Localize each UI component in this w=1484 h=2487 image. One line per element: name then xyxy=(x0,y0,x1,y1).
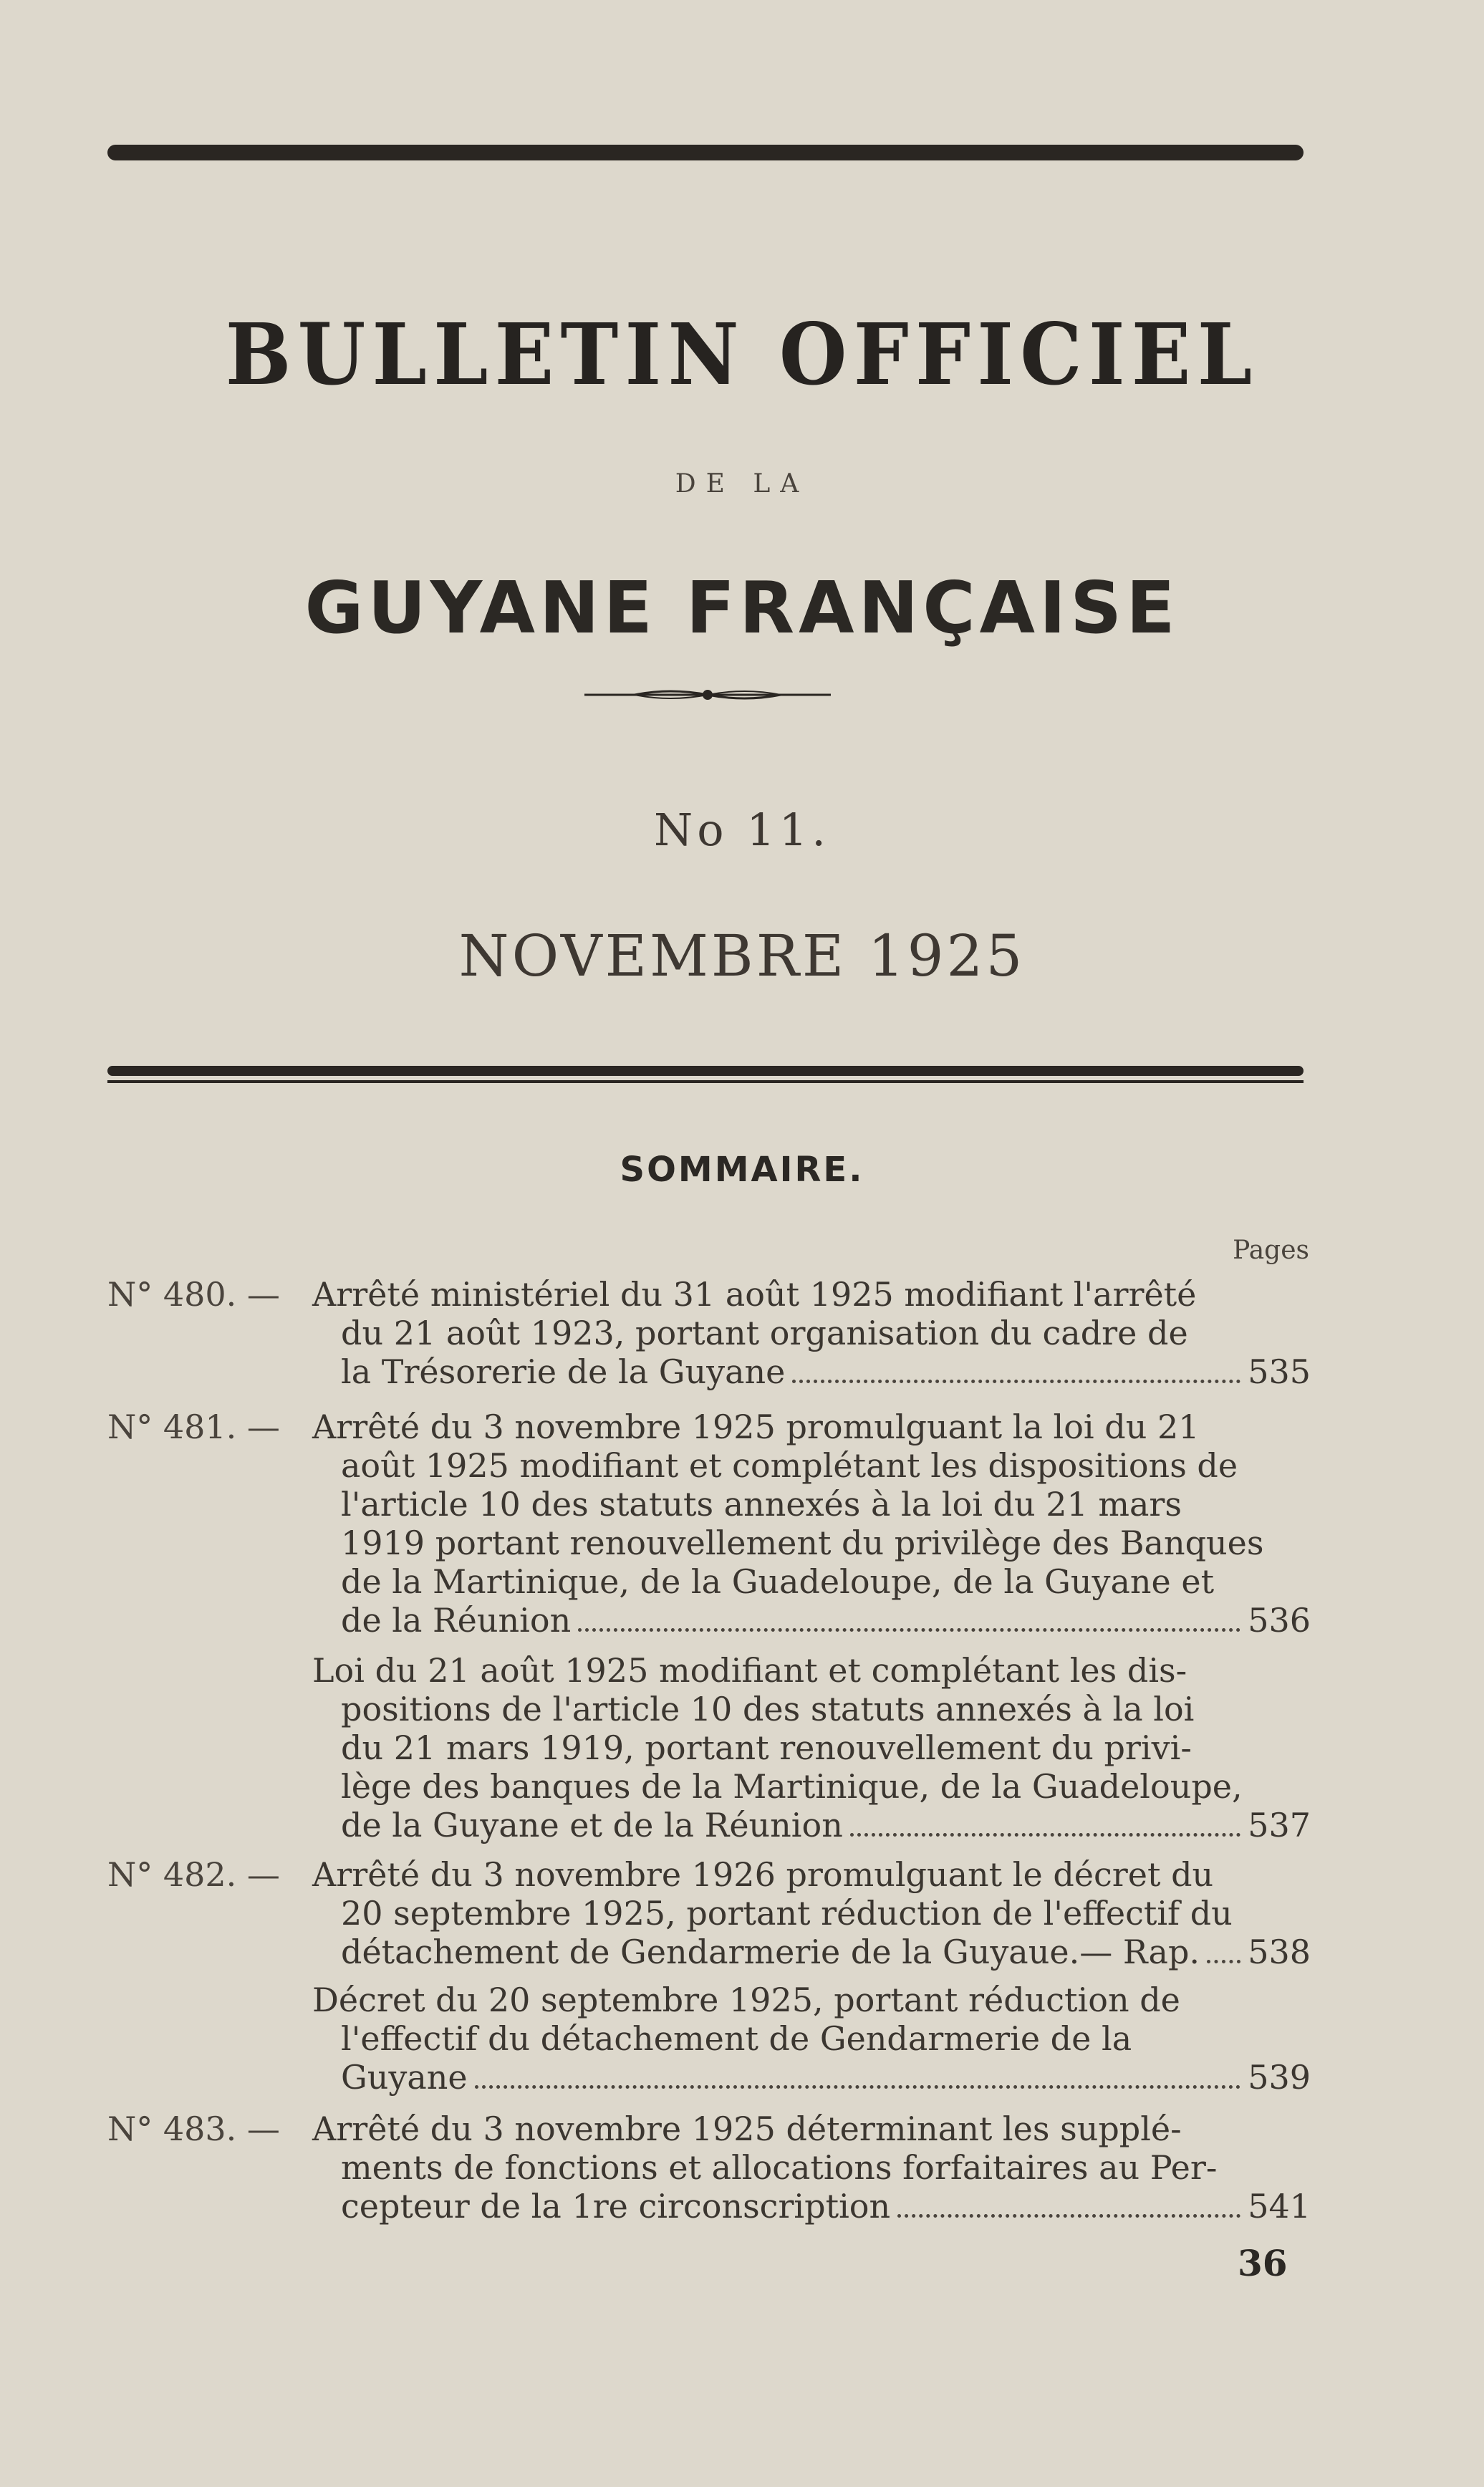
entry-line: Guyane xyxy=(341,2058,468,2097)
entry-line: Décret du 20 septembre 1925, portant réduction de xyxy=(312,1981,1180,2019)
entry-line: ments de fonctions et allocations forfaitaires au Per- xyxy=(341,2148,1218,2187)
middle-rule xyxy=(107,1066,1304,1076)
entry-number: N° 480. — xyxy=(107,1275,280,1314)
entry-number: N° 482. — xyxy=(107,1855,280,1894)
summary-heading: SOMMAIRE. xyxy=(620,1150,864,1190)
top-rule xyxy=(107,145,1304,160)
page-number: 36 xyxy=(1238,2242,1288,2284)
entry-page: 539 xyxy=(1248,2058,1311,2097)
entry-line: août 1925 modifiant et complétant les dispositions de xyxy=(341,1446,1238,1485)
leader-dots xyxy=(850,1833,1240,1837)
entry-line: cepteur de la 1re circonscription xyxy=(341,2187,891,2226)
entry-line: du 21 mars 1919, portant renouvellement du privi- xyxy=(341,1728,1192,1767)
entry-line: l'article 10 des statuts annexés à la loi du 21 mars xyxy=(341,1485,1182,1524)
entry-line: 1919 portant renouvellement du privilège des Banques xyxy=(341,1524,1264,1562)
issue-number: No 11. xyxy=(654,804,830,856)
leader-dots xyxy=(897,2214,1240,2218)
entry-page: 541 xyxy=(1248,2187,1311,2226)
pages-column-header: Pages xyxy=(1233,1236,1309,1265)
entry-line: positions de l'article 10 des statuts annexés à la loi xyxy=(341,1690,1195,1728)
entry-line: de la Martinique, de la Guadeloupe, de la Guyane et xyxy=(341,1562,1215,1601)
entry-line: de la Guyane et de la Réunion xyxy=(341,1806,843,1844)
leader-dots xyxy=(475,2085,1241,2089)
entry-line: Arrêté ministériel du 31 août 1925 modifiant l'arrêté xyxy=(312,1275,1197,1314)
entry-line: 20 septembre 1925, portant réduction de l'effectif du xyxy=(341,1894,1233,1933)
leader-dots xyxy=(1207,1960,1240,1963)
entry-line: l'effectif du détachement de Gendarmerie de la xyxy=(341,2019,1132,2058)
middle-rule-thin xyxy=(107,1080,1304,1083)
entry-line: Arrêté du 3 novembre 1925 promulguant la loi du 21 xyxy=(312,1408,1200,1446)
entry-line: de la Réunion xyxy=(341,1601,572,1640)
entry-line: du 21 août 1923, portant organisation du cadre de xyxy=(341,1314,1188,1352)
entry-line: Loi du 21 août 1925 modifiant et complétant les dis- xyxy=(312,1651,1187,1690)
bulletin-subtitle: DE LA xyxy=(675,469,809,499)
entry-page: 537 xyxy=(1248,1806,1311,1844)
leader-dots xyxy=(578,1628,1240,1632)
territory-title: GUYANE FRANÇAISE xyxy=(304,566,1180,650)
entry-page: 538 xyxy=(1248,1933,1311,1971)
entry-line: lège des banques de la Martinique, de la Guadeloupe, xyxy=(341,1767,1243,1806)
entry-number: N° 481. — xyxy=(107,1408,280,1446)
entry-page: 536 xyxy=(1248,1601,1311,1640)
entry-line: la Trésorerie de la Guyane xyxy=(341,1352,786,1391)
entry-line: Arrêté du 3 novembre 1926 promulguant le décret du xyxy=(312,1855,1214,1894)
entry-line: Arrêté du 3 novembre 1925 déterminant les supplé- xyxy=(312,2110,1182,2148)
entry-line: détachement de Gendarmerie de la Guyaue.— Rap. xyxy=(341,1933,1200,1971)
entry-number: N° 483. — xyxy=(107,2110,280,2148)
entry-page: 535 xyxy=(1248,1352,1311,1391)
leader-dots xyxy=(792,1380,1240,1383)
issue-date: NOVEMBRE 1925 xyxy=(458,923,1026,989)
bulletin-title: BULLETIN OFFICIEL xyxy=(225,304,1259,404)
ornament-divider xyxy=(584,686,831,703)
